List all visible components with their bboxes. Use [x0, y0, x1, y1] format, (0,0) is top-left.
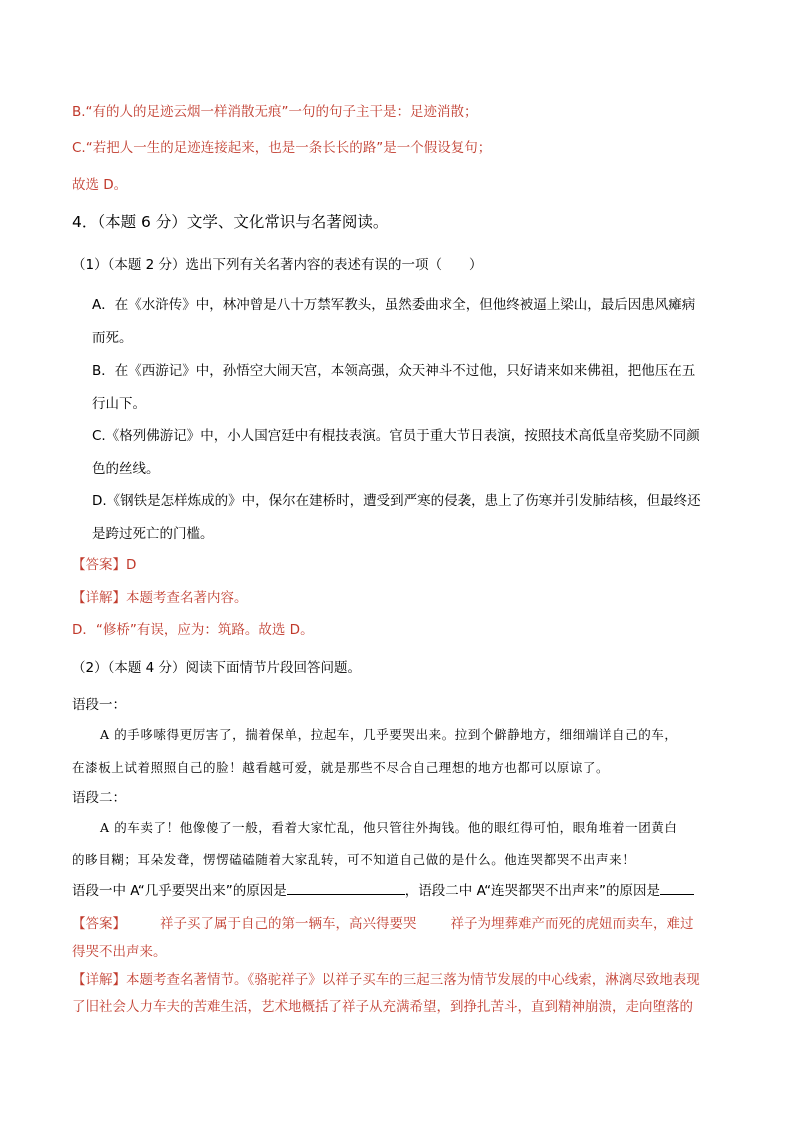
- prev-option-c-analysis: C.“若把人一生的足迹连接起来，也是一条长长的路”是一个假设复句；: [72, 140, 492, 156]
- question-part-2: ，语段二中 A“连哭都哭不出声来”的原因是: [404, 883, 661, 899]
- detail-2-line-2: 了旧社会人力车夫的苦难生活，艺术地概括了祥子从充满希望，到挣扎苦斗，直到精神崩溃，走向堕落的: [72, 999, 693, 1015]
- answer-label: 【答案】: [72, 916, 126, 932]
- question-4-title: 4．（本题 6 分）文学、文化常识与名著阅读。: [72, 213, 389, 231]
- answer-label: 【答案】: [72, 557, 126, 573]
- question-part-1: 语段一中 A“几乎要哭出来”的原因是: [72, 883, 287, 899]
- answer-2-line-2: 得哭不出声来。: [72, 944, 167, 960]
- answer-blank-1[interactable]: [287, 880, 405, 895]
- answer-value: D: [126, 557, 137, 573]
- detail-1-line-2: D．“修桥”有误，应为：筑路。故选 D。: [72, 622, 314, 638]
- detail-label: 【详解】: [72, 590, 126, 606]
- fill-in-question: [72, 879, 694, 899]
- detail-text: 本题考查名著情节。《骆驼祥子》以祥子买车的三起三落为情节发展的中心线索，淋漓尽致地表现: [126, 972, 700, 988]
- option-c-line-1: C.《格列佛游记》中，小人国宫廷中有棍技表演。官员于重大节日表演，按照技术高低皇帝奖励不同颜: [92, 428, 700, 444]
- option-b-line-1: B．在《西游记》中，孙悟空大闹天宫，本领高强，众天神斗不过他，只好请来如来佛祖，把他压在五: [92, 363, 696, 379]
- segment-2-line-2: 的眵目糊；耳朵发聋，愣愣磕磕随着大家乱转，可不知道自己做的是什么。他连哭都哭不出声来！: [72, 852, 636, 867]
- prev-conclusion: 故选 D。: [72, 177, 128, 193]
- option-b-line-2: 行山下。: [92, 396, 146, 412]
- answer-part-1: 祥子买了属于自己的第一辆车，高兴得要哭: [160, 916, 417, 932]
- detail-1: [72, 586, 248, 606]
- answer-part-2: 祥子为埋葬难产而死的虎妞而卖车，难过: [450, 916, 694, 932]
- option-d-line-2: 是跨过死亡的门槛。: [92, 526, 214, 542]
- subquestion-2-stem: （2）（本题 4 分）阅读下面情节片段回答问题。: [72, 660, 362, 676]
- segment-1-line-2: 在漆板上试着照照自己的脸！越看越可爱，就是那些不尽合自己理想的地方也都可以原谅了。: [72, 760, 610, 775]
- detail-2: [72, 968, 700, 988]
- option-d-line-1: D.《钢铁是怎样炼成的》中，保尔在建桥时，遭受到严寒的侵袭，患上了伤寒并引发肺结核，但最终还: [92, 493, 701, 509]
- option-a-line-2: 而死。: [92, 330, 133, 346]
- option-a-line-1: A．在《水浒传》中，林冲曾是八十万禁军教头，虽然委曲求全，但他终被逼上梁山，最后因患风瘫病: [92, 297, 696, 313]
- detail-text: 本题考查名著内容。: [126, 590, 248, 606]
- detail-label: 【详解】: [72, 972, 126, 988]
- segment-2-line-1: A 的车卖了！他像傻了一般，看着大家忙乱，他只管往外掏钱。他的眼红得可怕，眼角堆着一团黄白: [100, 820, 678, 835]
- answer-blank-2[interactable]: [660, 880, 694, 895]
- prev-option-b-analysis: B.“有的人的足迹云烟一样消散无痕”一句的句子主干是：足迹消散；: [72, 104, 478, 120]
- answer-1: [72, 553, 136, 573]
- answer-2: [72, 912, 694, 932]
- segment-2-label: 语段二：: [72, 790, 126, 806]
- subquestion-1-stem: （1）（本题 2 分）选出下列有关名著内容的表述有误的一项（ ）: [72, 257, 483, 273]
- segment-1-label: 语段一：: [72, 697, 126, 713]
- option-c-line-2: 色的丝线。: [92, 461, 160, 477]
- segment-1-line-1: A 的手哆嗦得更厉害了，揣着保单，拉起车，几乎要哭出来。拉到个僻静地方，细细端详自己的车，: [100, 727, 678, 742]
